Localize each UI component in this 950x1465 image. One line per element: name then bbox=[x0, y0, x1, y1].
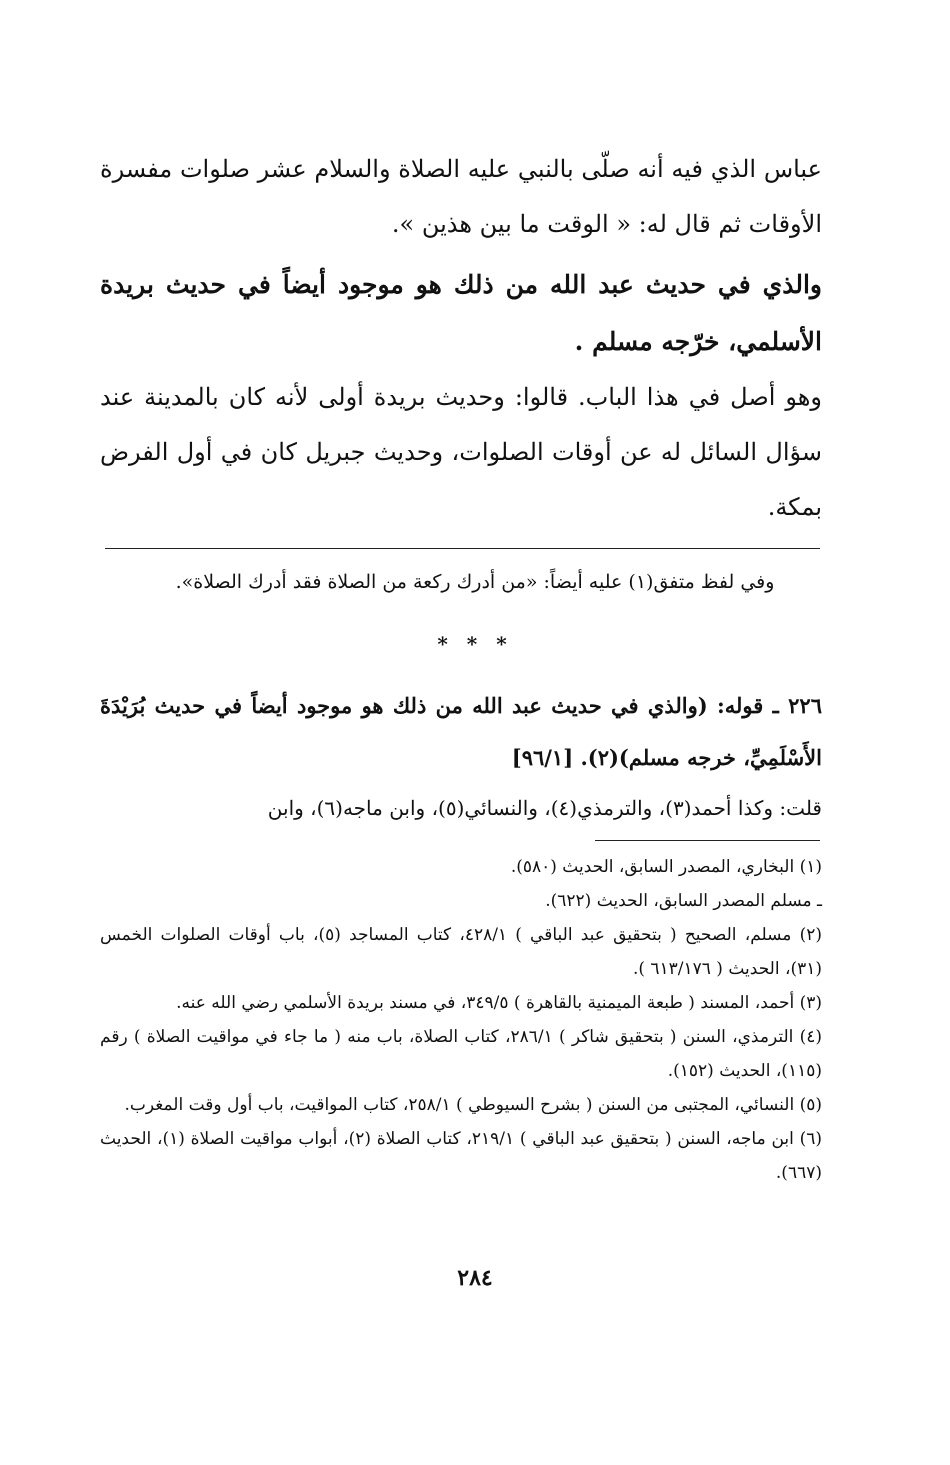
main-paragraph-2: والذي في حديث عبد الله من ذلك هو موجود أيضاً في حديث بريدة الأسلمي، خرّجه مسلم . bbox=[100, 270, 822, 356]
footnote-4: (٤) الترمذي، السنن ( بتحقيق شاكر ) ٢٨٦/١، كتاب الصلاة، باب منه ( ما جاء في مواقيت الصلاة ) رقم (١١٥)، الحديث (١٥٢). bbox=[100, 1027, 822, 1081]
quote-line: وفي لفظ متفق(١) عليه أيضاً: «من أدرك ركعة من الصلاة فقد أدرك الصلاة». bbox=[175, 571, 775, 593]
footnote-1-note: ـ مسلم المصدر السابق، الحديث (٦٢٢). bbox=[545, 891, 822, 911]
commentary-heading: ٢٢٦ ـ قوله: (والذي في حديث عبد الله من ذلك هو موجود أيضاً في حديث بُرَيْدَةَ الأَسْلَمِيِّ، خرجه مسلم)(٢). [٩٦/١] bbox=[100, 693, 822, 770]
footnote-3: (٣) أحمد، المسند ( طبعة الميمنية بالقاهرة ) ٣٤٩/٥، في مسند بريدة الأسلمي رضي الله عنه. bbox=[176, 993, 822, 1013]
section-separator: * * * bbox=[437, 632, 513, 656]
main-text-divider bbox=[105, 548, 820, 549]
footnote-2: (٢) مسلم، الصحيح ( بتحقيق عبد الباقي ) ٤٢٨/١، كتاب المساجد (٥)، باب أوقات الصلوات الخمس (٣١)، الحديث ( ٦١٣/١٧٦ ). bbox=[100, 925, 822, 979]
footnote-6: (٦) ابن ماجه، السنن ( بتحقيق عبد الباقي ) ٢١٩/١، كتاب الصلاة (٢)، أبواب مواقيت الصلاة (١)، الحديث (٦٦٧). bbox=[100, 1129, 823, 1183]
footnotes-list bbox=[100, 850, 822, 1190]
main-paragraph-3: وهو أصل في هذا الباب. قالوا: وحديث بريدة أولى لأنه كان بالمدينة عند سؤال السائل له عن أوقات الصلوات، وحديث جبريل كان في أول الفرض بمكة. bbox=[100, 383, 823, 521]
page-number: ٢٨٤ bbox=[457, 1265, 493, 1291]
footnote-1: (١) البخاري، المصدر السابق، الحديث (٥٨٠). bbox=[510, 857, 822, 877]
commentary-body: قلت: وكذا أحمد(٣)، والترمذي(٤)، والنسائي(٥)، وابن ماجه(٦)، وابن bbox=[267, 796, 822, 820]
footnote-divider bbox=[595, 840, 820, 841]
footnote-5: (٥) النسائي، المجتبى من السنن ( بشرح السيوطي ) ٢٥٨/١، كتاب المواقيت، باب أول وقت المغرب. bbox=[124, 1095, 822, 1115]
main-paragraph-1: عباس الذي فيه أنه صلّى بالنبي عليه الصلاة والسلام عشر صلوات مفسرة الأوقات ثم قال له: « الوقت ما بين هذين ». bbox=[100, 155, 822, 238]
